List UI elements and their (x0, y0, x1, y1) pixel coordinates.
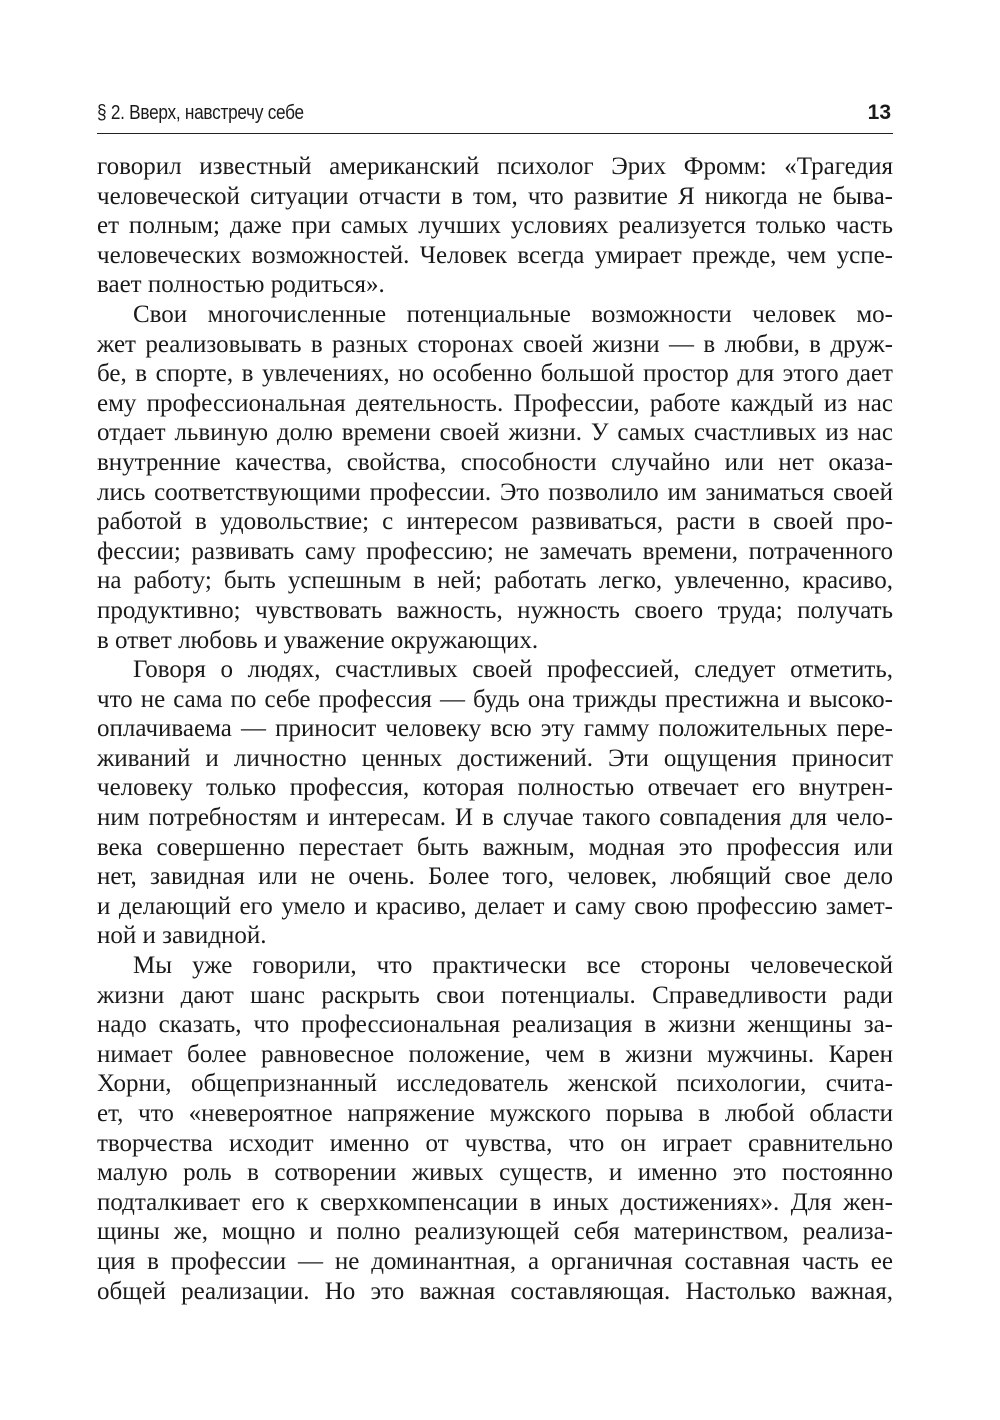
paragraph (97, 951, 893, 1306)
text-line: лись соответствующими профессии. Это позволило им заниматься своей (97, 478, 893, 506)
text-line: Говоря о людях, счастливых своей профессией, следует отметить, (133, 656, 893, 684)
text-line: в ответ любовь и уважение окружающих. (97, 626, 539, 654)
page-number: 13 (867, 101, 891, 124)
text-line: работой в удовольствие; с интересом развиваться, расти в своей про- (97, 508, 893, 536)
text-line: говорил известный американский психолог Эрих Фромм: «Трагедия (97, 153, 893, 180)
text-line: оплачиваема — приносит человеку всю эту гамму положительных пере- (97, 715, 893, 743)
text-line: живаний и личностно ценных достижений. Эти ощущения приносит (97, 744, 893, 772)
section-title: § 2. Вверх, навстречу себе (97, 102, 304, 124)
text-line: фессии; развивать саму профессию; не замечать времени, потраченного (97, 537, 893, 565)
text-line: нимает более равновесное положение, чем в жизни мужчины. Карен (97, 1040, 893, 1068)
text-line: человеческой ситуации отчасти в том, что развитие Я никогда не быва- (97, 182, 893, 210)
text-line: общей реализации. Но это важная составляющая. Настолько важная, (97, 1277, 893, 1305)
text-line: ет, что «невероятное напряжение мужского порыва в любой области (97, 1100, 893, 1127)
text-line: Свои многочисленные потенциальные возможности человек мо- (133, 300, 893, 328)
running-header (97, 98, 893, 134)
text-line: надо сказать, что профессиональная реализация в жизни женщины за- (97, 1011, 893, 1039)
text-line: ной и завидной. (97, 922, 267, 950)
text-line: Хорни, общепризнанный исследователь женской психологии, счита- (97, 1070, 893, 1098)
text-line: и делающий его умело и красиво, делает и саму свою профессию замет- (97, 892, 893, 920)
text-line: продуктивно; чувствовать важность, нужность своего труда; получать (97, 596, 893, 624)
text-line: нет, завидная или не очень. Более того, человек, любящий свое дело (97, 863, 893, 891)
text-line: внутренние качества, свойства, способности случайно или нет оказа- (97, 448, 893, 476)
text-line: бе, в спорте, в увлечениях, но особенно большой простор для этого дает (97, 360, 893, 388)
paragraph (97, 300, 893, 655)
text-line: ему профессиональная деятельность. Профессии, работе каждый из нас (97, 389, 893, 417)
text-line: отдает львиную долю времени своей жизни. У самых счастливых из нас (97, 419, 893, 447)
text-line: жет реализовывать в разных сторонах своей жизни — в любви, в друж- (97, 330, 893, 358)
text-line: на работу; быть успешным в ней; работать легко, увлеченно, красиво, (97, 567, 893, 595)
text-line: человеческих возможностей. Человек всегда умирает прежде, чем успе- (97, 241, 893, 269)
text-line: жизни дают шанс раскрыть свои потенциалы. Справедливости ради (97, 981, 893, 1009)
text-line: века совершенно перестает быть важным, модная это профессия или (97, 833, 893, 861)
paragraph (97, 152, 893, 300)
header-rule (97, 133, 893, 134)
text-line: малую роль в сотворении живых существ, и именно это постоянно (97, 1159, 893, 1187)
text-line: ция в профессии — не доминантная, а органичная составная часть ее (97, 1247, 893, 1275)
book-page (97, 0, 893, 1420)
text-line: ет полным; даже при самых лучших условиях реализуется только часть (97, 212, 893, 240)
text-line: вает полностью родиться». (97, 271, 385, 299)
paragraph (97, 655, 893, 951)
text-line: ним потребностям и интересам. И в случае такого совпадения для чело- (97, 804, 893, 832)
text-line: творчества исходит именно от чувства, что он играет сравнительно (97, 1129, 893, 1157)
text-line: подталкивает его к сверхкомпенсации в иных достижениях». Для жен- (97, 1188, 893, 1216)
text-line: Мы уже говорили, что практически все стороны человеческой (133, 952, 893, 980)
text-line: щины же, мощно и полно реализующей себя материнством, реализа- (97, 1218, 893, 1246)
text-line: что не сама по себе профессия — будь она трижды престижна и высоко- (97, 685, 893, 713)
body-text (97, 152, 893, 1306)
text-line: человеку только профессия, которая полностью отвечает его внутрен- (97, 774, 893, 802)
